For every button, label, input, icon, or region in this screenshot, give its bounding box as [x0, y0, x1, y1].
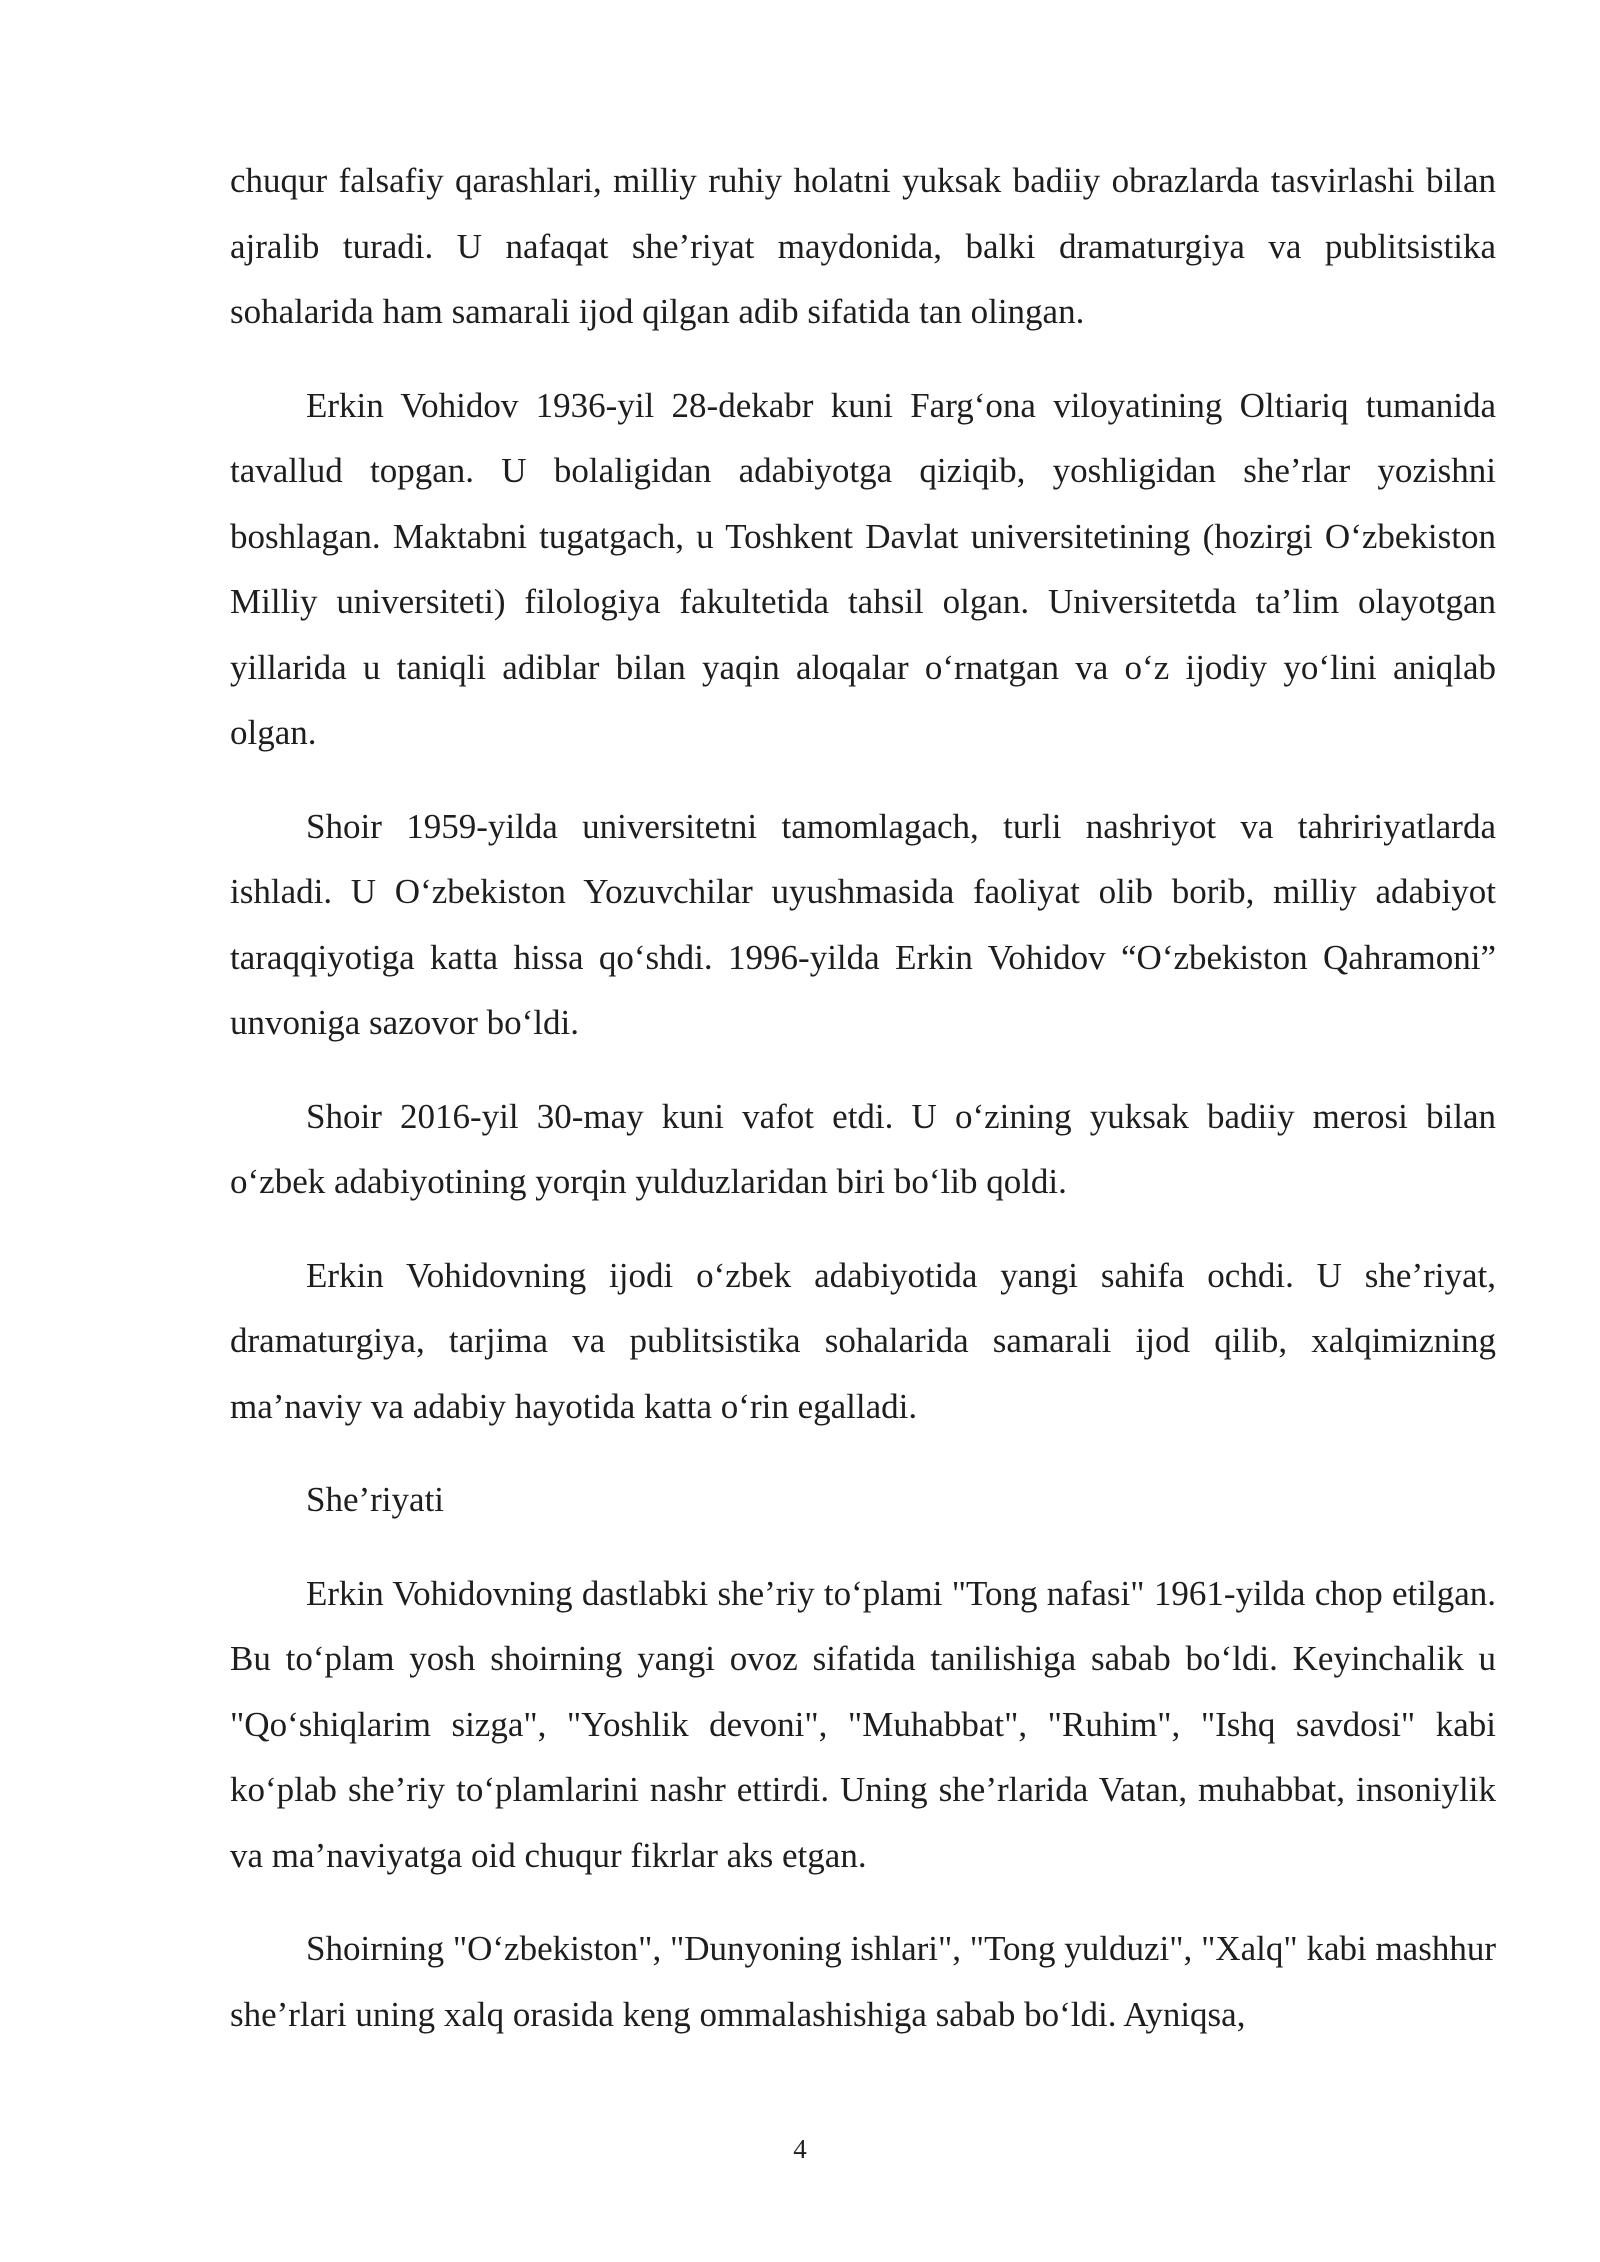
paragraph-famous-poems: Shoirning "O‘zbekiston", "Dunyoning ishlari", "Tong yulduzi", "Xalq" kabi mashhur she’rlari uning xalq orasida keng ommalashishiga sabab bo‘ldi. Ayniqsa,: [230, 1929, 1496, 2034]
paragraph-poetry-collections: Erkin Vohidovning dastlabki she’riy to‘plami "Tong nafasi" 1961-yilda chop etilgan. Bu to‘plam yosh shoirning yangi ovoz sifatida tanilishiga sabab bo‘ldi. Keyinchalik u "Qo‘shiqlarim sizga", "Yoshlik devoni", "Muhabbat", "Ruhim", "Ishq savdosi" kabi ko‘plab she’riy to‘plamlarini nashr ettirdi. Uning she’rlarida Vatan, muhabbat, insoniylik va ma’naviyatga oid chuqur fikrlar aks etgan.: [230, 1573, 1496, 1875]
page-number: 4: [793, 2134, 807, 2164]
paragraph-biography-career: Shoir 1959-yilda universitetni tamomlagach, turli nashriyot va tahririyatlarda ishladi. U O‘zbekiston Yozuvchilar uyushmasida faoliyat olib borib, milliy adabiyot taraqqiyotiga katta hissa qo‘shdi. 1996-yilda Erkin Vohidov “O‘zbekiston Qahramoni” unvoniga sazovor bo‘ldi.: [230, 806, 1496, 1042]
paragraph-legacy: Erkin Vohidovning ijodi o‘zbek adabiyotida yangi sahifa ochdi. U she’riyat, dramaturgiya, tarjima va publitsistika sohalarida samarali ijod qilib, xalqimizning ma’naviy va adabiy hayotida katta o‘rin egalladi.: [230, 1255, 1496, 1426]
page-body: [230, 148, 1496, 2075]
paragraph-continuation: chuqur falsafiy qarashlari, milliy ruhiy holatni yuksak badiiy obrazlarda tasvirlashi bilan ajralib turadi. U nafaqat she’riyat maydonida, balki dramaturgiya va publitsistika sohalarida ham samarali ijod qilgan adib sifatida tan olingan.: [230, 161, 1496, 331]
paragraph-biography-birth: Erkin Vohidov 1936-yil 28-dekabr kuni Farg‘ona viloyatining Oltiariq tumanida tavallud topgan. U bolaligidan adabiyotga qiziqib, yoshligidan she’rlar yozishni boshlagan. Maktabni tugatgach, u Toshkent Davlat universitetining (hozirgi O‘zbekiston Milliy universiteti) filologiya fakultetida tahsil olgan. Universitetda ta’lim olayotgan yillarida u taniqli adiblar bilan yaqin aloqalar o‘rnatgan va o‘z ijodiy yo‘lini aniqlab olgan.: [230, 385, 1496, 752]
section-heading: She’riyati: [306, 1480, 445, 1519]
paragraph-biography-death: Shoir 2016-yil 30-may kuni vafot etdi. U o‘zining yuksak badiiy merosi bilan o‘zbek adabiyotining yorqin yulduzlaridan biri bo‘lib qoldi.: [230, 1096, 1496, 1201]
